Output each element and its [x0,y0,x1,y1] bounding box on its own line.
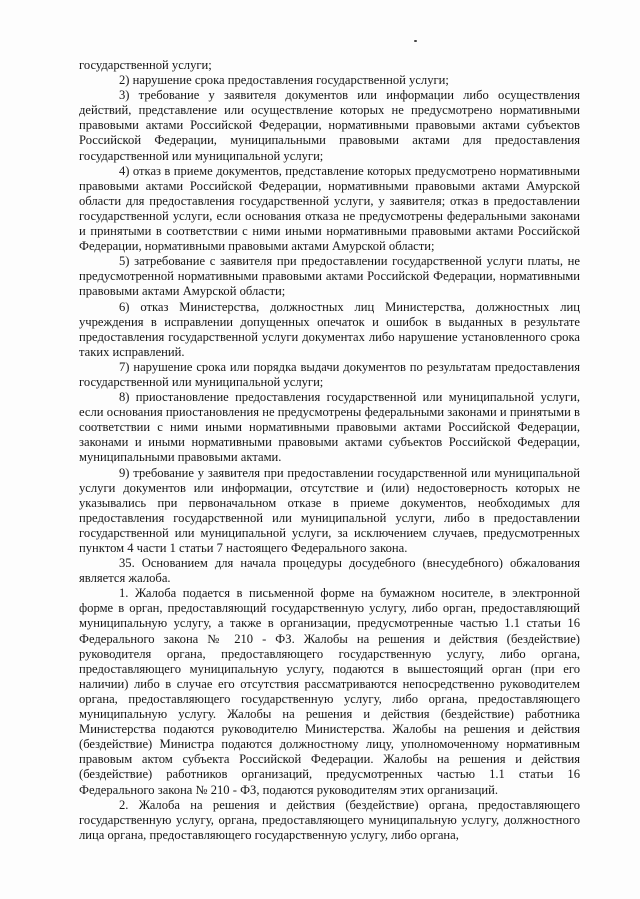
paragraph-item-3: 3) требование у заявителя документов или информации либо осуществления действий, представление или осуществление которых не предусмотрено нормативными правовыми актами Российской Федерации, нормативными правовыми актами субъектов Российской Федерации, муниципальными правовыми актами для предоставления государственной или муниципальной услуги; [79,88,580,163]
paragraph-clause-2: 2. Жалоба на решения и действия (бездействие) органа, предоставляющего государственную услугу, органа, предоставляющего муниципальную услугу, должностного лица органа, предоставляющего государственную услугу, либо органа, [79,797,580,842]
paragraph-item-4: 4) отказ в приеме документов, представление которых предусмотрено нормативными правовыми актами Российской Федерации, нормативными правовыми актами Амурской области для предоставления государственной услуги, у заявителя; отказ в предоставлении государственной услуги, если основания отказа не предусмотрены федеральными законами и принятыми в соответствии с ними иными нормативными правовыми актами Российской Федерации, нормативными правовыми актами Амурской области; [79,163,580,254]
paragraph-item-2: 2) нарушение срока предоставления государственной услуги; [119,73,449,88]
paragraph-item-5: 5) затребование с заявителя при предоставлении государственной услуги платы, не предусмотренной нормативными правовыми актами Российской Федерации, нормативными правовыми актами Амурской области; [79,254,580,299]
paragraph-item-7: 7) нарушение срока или порядка выдачи документов по результатам предоставления государственной или муниципальной услуги; [79,359,580,389]
paragraph-item-6: 6) отказ Министерства, должностных лиц Министерства, должностных лиц учреждения в исправлении допущенных опечаток и ошибок в выданных в результате предоставления государственной услуги документах либо нарушение установленного срока таких исправлений. [79,299,580,359]
paragraph-item-9: 9) требование у заявителя при предоставлении государственной или муниципальной услуги документов или информации, отсутствие и (или) недостоверность которых не указывались при первоначальном отказе в приеме документов, необходимых для предоставления государственной или муниципальной услуги, либо в предоставлении государственной или муниципальной услуги, за исключением случаев, предусмотренных пунктом 4 части 1 статьи 7 настоящего Федерального закона. [79,465,580,555]
paragraph-section-35: 35. Основанием для начала процедуры досудебного (внесудебного) обжалования является жалоба. [79,556,580,586]
paragraph-item-8: 8) приостановление предоставления государственной или муниципальной услуги, если основания приостановления не предусмотрены федеральными законами и принятыми в соответствии с ними иными нормативными правовыми актами Российской Федерации, законами и иными нормативными правовыми актами субъектов Российской Федерации, муниципальными правовыми актами. [79,390,580,465]
paragraph-continuation: государственной услуги; [79,58,212,72]
scan-speck [414,40,417,42]
paragraph-clause-1: 1. Жалоба подается в письменной форме на бумажном носителе, в электронной форме в орган, предоставляющий государственную услугу, либо орган, предоставляющий муниципальную услугу, а также в организации, предусмотренные частью 1.1 статьи 16 Федерального закона № 210 - ФЗ. Жалобы на решения и действия (бездействие) руководителя органа, предоставляющего государственную услугу, либо органа, предоставляющего муниципальную услугу, подаются в вышестоящий орган (при его наличии) либо в случае его отсутствия рассматриваются непосредственно руководителем органа, предоставляющего государственную услугу, либо органа, предоставляющего муниципальную услугу. Жалобы на решения и действия (бездействие) работника Министерства подаются руководителю Министерства. Жалобы на решения и действия (бездействие) Министра подаются должностному лицу, уполномоченному нормативным правовым актом субъекта Российской Федерации. Жалобы на решения и действия (бездействие) работников организаций, предусмотренных частью 1.1 статьи 16 Федерального закона № 210 - ФЗ, подаются руководителям этих организаций. [79,586,580,797]
